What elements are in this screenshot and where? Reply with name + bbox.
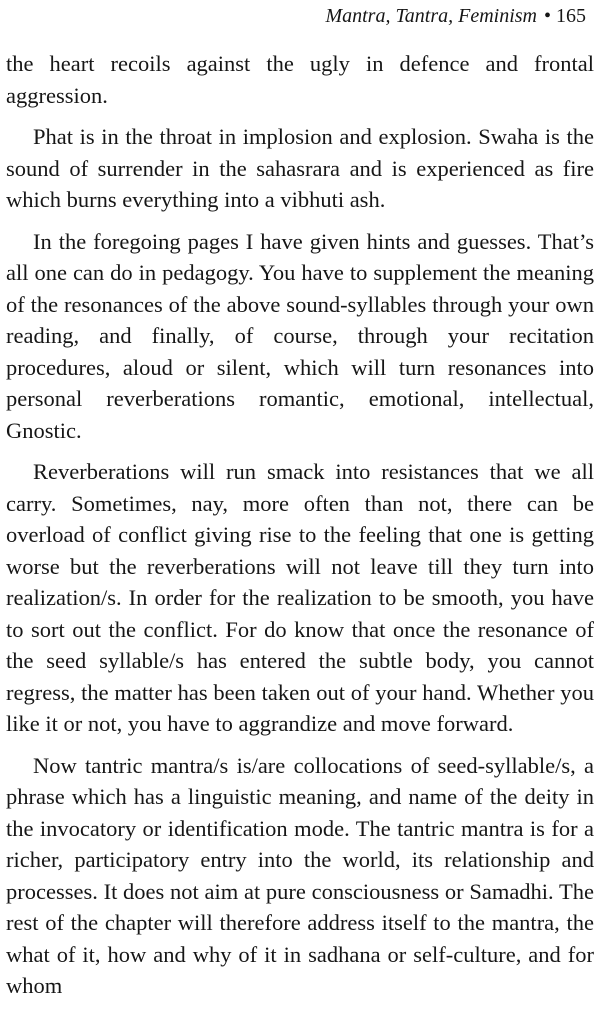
- paragraph-continued: the heart recoils against the ugly in defence and frontal aggression.: [6, 51, 594, 108]
- body-text: [6, 48, 594, 1012]
- page-number: 165: [556, 5, 586, 27]
- paragraph: Phat is in the throat in implosion and explosion. Swaha is the sound of surrender in the sahasrara and is experienced as fire which burns everything into a vibhuti ash.: [6, 124, 594, 212]
- paragraph: Now tantric mantra/s is/are collocations of seed-syllable/s, a phrase which has a linguistic meaning, and name of the deity in the invocatory or identification mode. The tantric mantra is for a richer, participatory entry into the world, its relationship and processes. It does not aim at pure consciousness or Samadhi. The rest of the chapter will therefore address itself to the mantra, the what of it, how and why of it in sadhana or self-culture, and for whom: [6, 752, 594, 998]
- paragraph: Reverberations will run smack into resistances that we all carry. Sometimes, nay, more often than not, there can be overload of conflict giving rise to the feeling that one is getting worse but the reverberations will not leave till they turn into realization/s. In order for the realization to be smooth, you have to sort out the conflict. For do know that once the resonance of the seed syllable/s has entered the subtle body, you cannot regress, the matter has been taken out of your hand. Whether you like it or not, you have to aggrandize and move forward.: [6, 459, 594, 736]
- paragraph: In the foregoing pages I have given hints and guesses. That’s all one can do in pedagogy. You have to supplement the meaning of the resonances of the above sound-syllables through your own reading, and finally, of course, through your recitation procedures, aloud or silent, which will turn resonances into personal reverberations romantic, emotional, intellectual, Gnostic.: [6, 228, 594, 443]
- running-head-separator: •: [543, 5, 551, 27]
- running-head: [325, 2, 586, 30]
- running-head-title: Mantra, Tantra, Feminism: [325, 5, 537, 27]
